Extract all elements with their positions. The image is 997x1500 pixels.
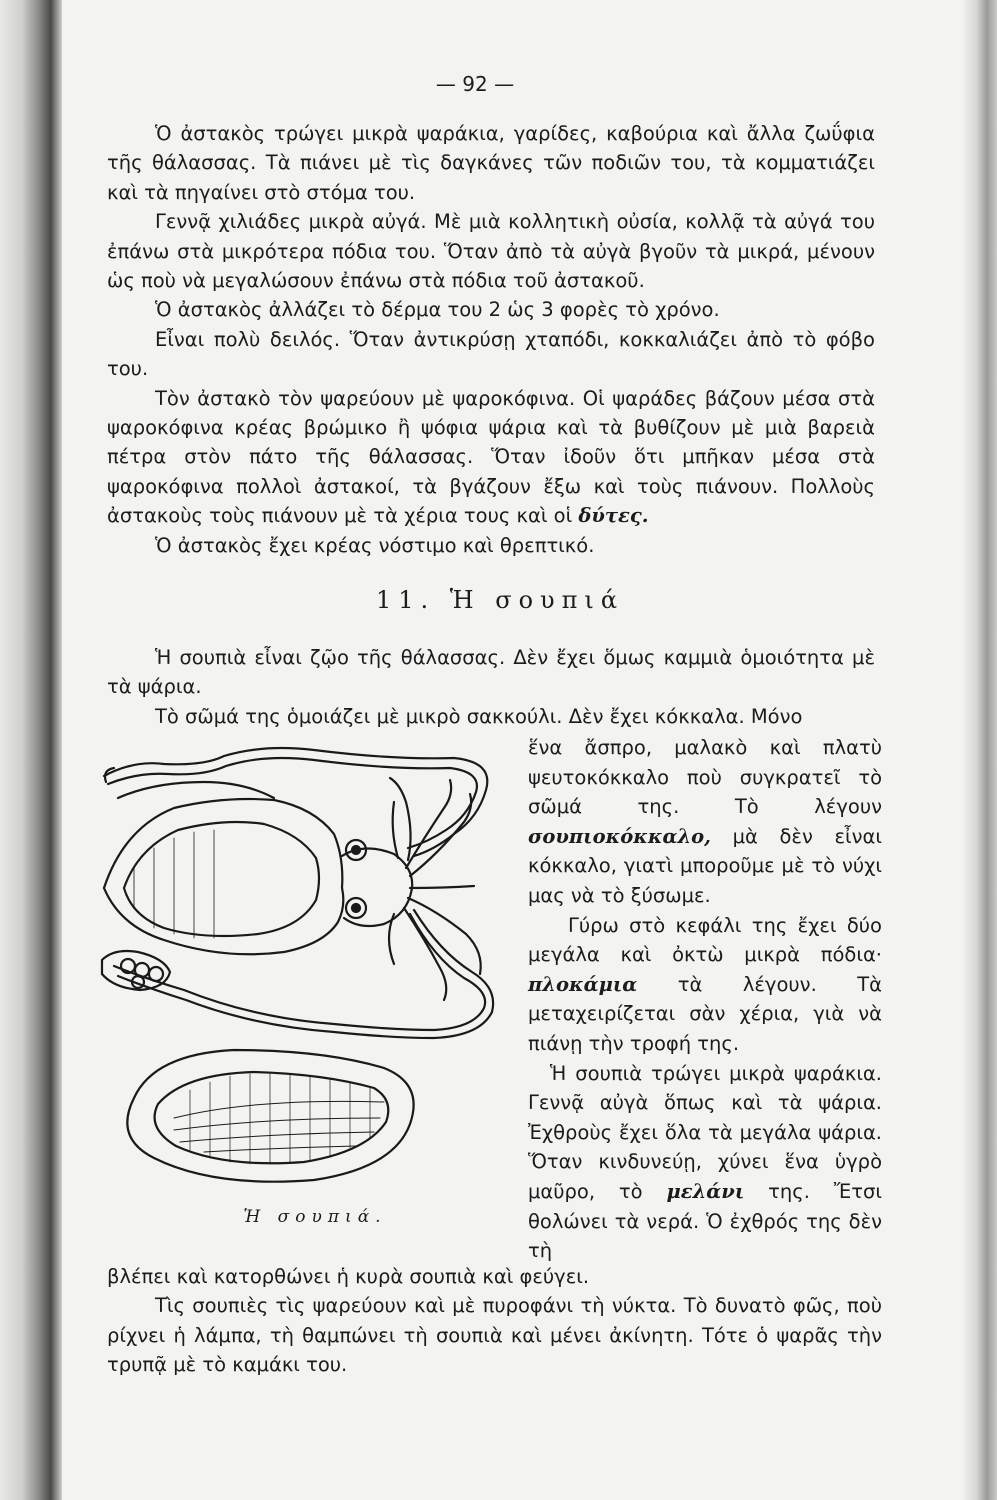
- paragraph: Ὁ ἀστακὸς τρώγει μικρὰ ψαράκια, γαρίδες, καβούρια καὶ ἄλλα ζωΰφια τῆς θάλασσας. Τὰ πιάνει μὲ τὶς δαγκάνες τῶν ποδιῶν του, τὰ κομματιάζει καὶ τὰ πηγαίνει στὸ στόμα του.: [107, 122, 875, 204]
- lobster-paragraphs: [107, 119, 875, 560]
- paragraph: Ἡ σουπιὰ εἶναι ζῷο τῆς θάλασσας. Δὲν ἔχει ὅμως καμμιὰ ὁμοιότητα μὲ τὰ ψάρια.: [107, 646, 875, 699]
- bold-term: σουπιοκόκκαλο,: [528, 824, 711, 848]
- right-column-text: [528, 733, 882, 1266]
- bold-term: πλοκάμια: [528, 972, 638, 996]
- paragraph: Γεννᾷ χιλιάδες μικρὰ αὐγά. Μὲ μιὰ κολλητικὴ οὐσία, κολλᾷ τὰ αὐγά του ἐπάνω στὰ μικρότερα πόδια του. Ὅταν ἀπὸ τὰ αὐγὰ βγοῦν τὰ μικρά, μένουν ὡς ποὺ νὰ μεγαλώσουν ἐπάνω στὰ πόδια τοῦ ἀστακοῦ.: [107, 210, 875, 293]
- text-run: Γύρω στὸ κεφάλι της ἔχει δύο μεγάλα καὶ ὀκτὼ μικρὰ πόδια·: [528, 913, 882, 967]
- paragraph: Τὶς σουπιὲς τὶς ψαρεύουν καὶ μὲ πυροφάνι τὴ νύκτα. Τὸ δυνατὸ φῶς, ποὺ ρίχνει ἡ λάμπα, τὴ θαμπώνει τὴ σουπιὰ καὶ μένει ἀκίνητη. Τότε ὁ ψαρᾶς τὴν τρυπᾷ μὲ τὸ καμάκι του.: [107, 1294, 882, 1377]
- figure-caption: Ἡ σουπιά.: [243, 1207, 387, 1227]
- paragraph: Εἶναι πολὺ δειλός. Ὅταν ἀντικρύσῃ χταπόδι, κοκκαλιάζει ἀπὸ τὸ φόβο του.: [107, 327, 875, 381]
- page-number: — 92 —: [435, 72, 515, 96]
- text-run: Ἡ σουπιὰ τρώγει μικρὰ ψαράκια. Γεννᾷ αὐγὰ ὅπως καὶ τὰ ψάρια. Ἐχθροὺς ἔχει ὅλα τὰ μεγάλα ψάρια. Ὅταν κινδυνεύῃ, χύνει ἕνα ὑγρὸ μαῦρο, τὸ: [528, 1061, 882, 1203]
- paragraph: Ὁ ἀστακὸς ἀλλάζει τὸ δέρμα του 2 ὡς 3 φορὲς τὸ χρόνο.: [155, 298, 720, 322]
- text-run: τὰ λέγουν. Τὰ μεταχειρίζεται σὰν χέρια, γιὰ νὰ πιάνῃ τὴν τροφή της.: [528, 972, 883, 1055]
- text-run: της. Ἔτσι θολώνει τὰ νερά. Ὁ ἐχθρός της δὲν τὴ: [528, 1179, 883, 1263]
- paragraph: Τὸν ἀστακὸ τὸν ψαρεύουν μὲ ψαροκόφινα. Οἱ ψαράδες βάζουν μέσα στὰ ψαροκόφινα κρέας βρώμικο ἢ ψόφια ψάρια καὶ τὰ βυθίζουν μὲ μιὰ βαρειὰ πέτρα στὸν πάτο τῆς θάλασσας. Ὅταν ἰδοῦν ὅτι μπῆκαν μέσα στὰ ψαροκόφινα πολλοὶ ἀστακοί, τὰ βγάζουν ἔξω καὶ τοὺς πιάνουν. Πολλοὺς ἀστακοὺς τοὺς πιάνουν μὲ τὰ χέρια τους καὶ οἱ: [107, 386, 875, 528]
- paragraph: βλέπει καὶ κατορθώνει ἡ κυρὰ σουπιὰ καὶ φεύγει.: [107, 1265, 590, 1288]
- book-binding-shadow: [0, 0, 62, 1500]
- cuttlefish-illustration: [94, 738, 514, 1208]
- bold-term: μελάνι: [666, 1179, 745, 1203]
- paragraph: Τὸ σῶμά της ὁμοιάζει μὲ μικρὸ σακκούλι. Δὲν ἔχει κόκκαλα. Μόνο: [155, 704, 803, 728]
- cuttlefish-intro: [107, 643, 875, 731]
- text-run: ἕνα ἄσπρο, μαλακὸ καὶ πλατὺ ψευτοκόκκαλο ποὺ συγκρατεῖ τὸ σῶμά της. Τὸ λέγουν: [528, 736, 882, 819]
- text-run: μὰ δὲν εἶναι κόκκαλο, γιατὶ μποροῦμε μὲ τὸ νύχι μας νὰ τὸ ξύσωμε.: [528, 824, 882, 907]
- paragraph: Ὁ ἀστακὸς ἔχει κρέας νόστιμο καὶ θρεπτικό.: [155, 533, 595, 557]
- cuttlefish-closing: [107, 1262, 882, 1380]
- bold-term: δύτες.: [578, 504, 649, 528]
- page-edge-shadow: [963, 0, 997, 1500]
- section-heading: 11. Ἡ σουπιά: [375, 586, 625, 614]
